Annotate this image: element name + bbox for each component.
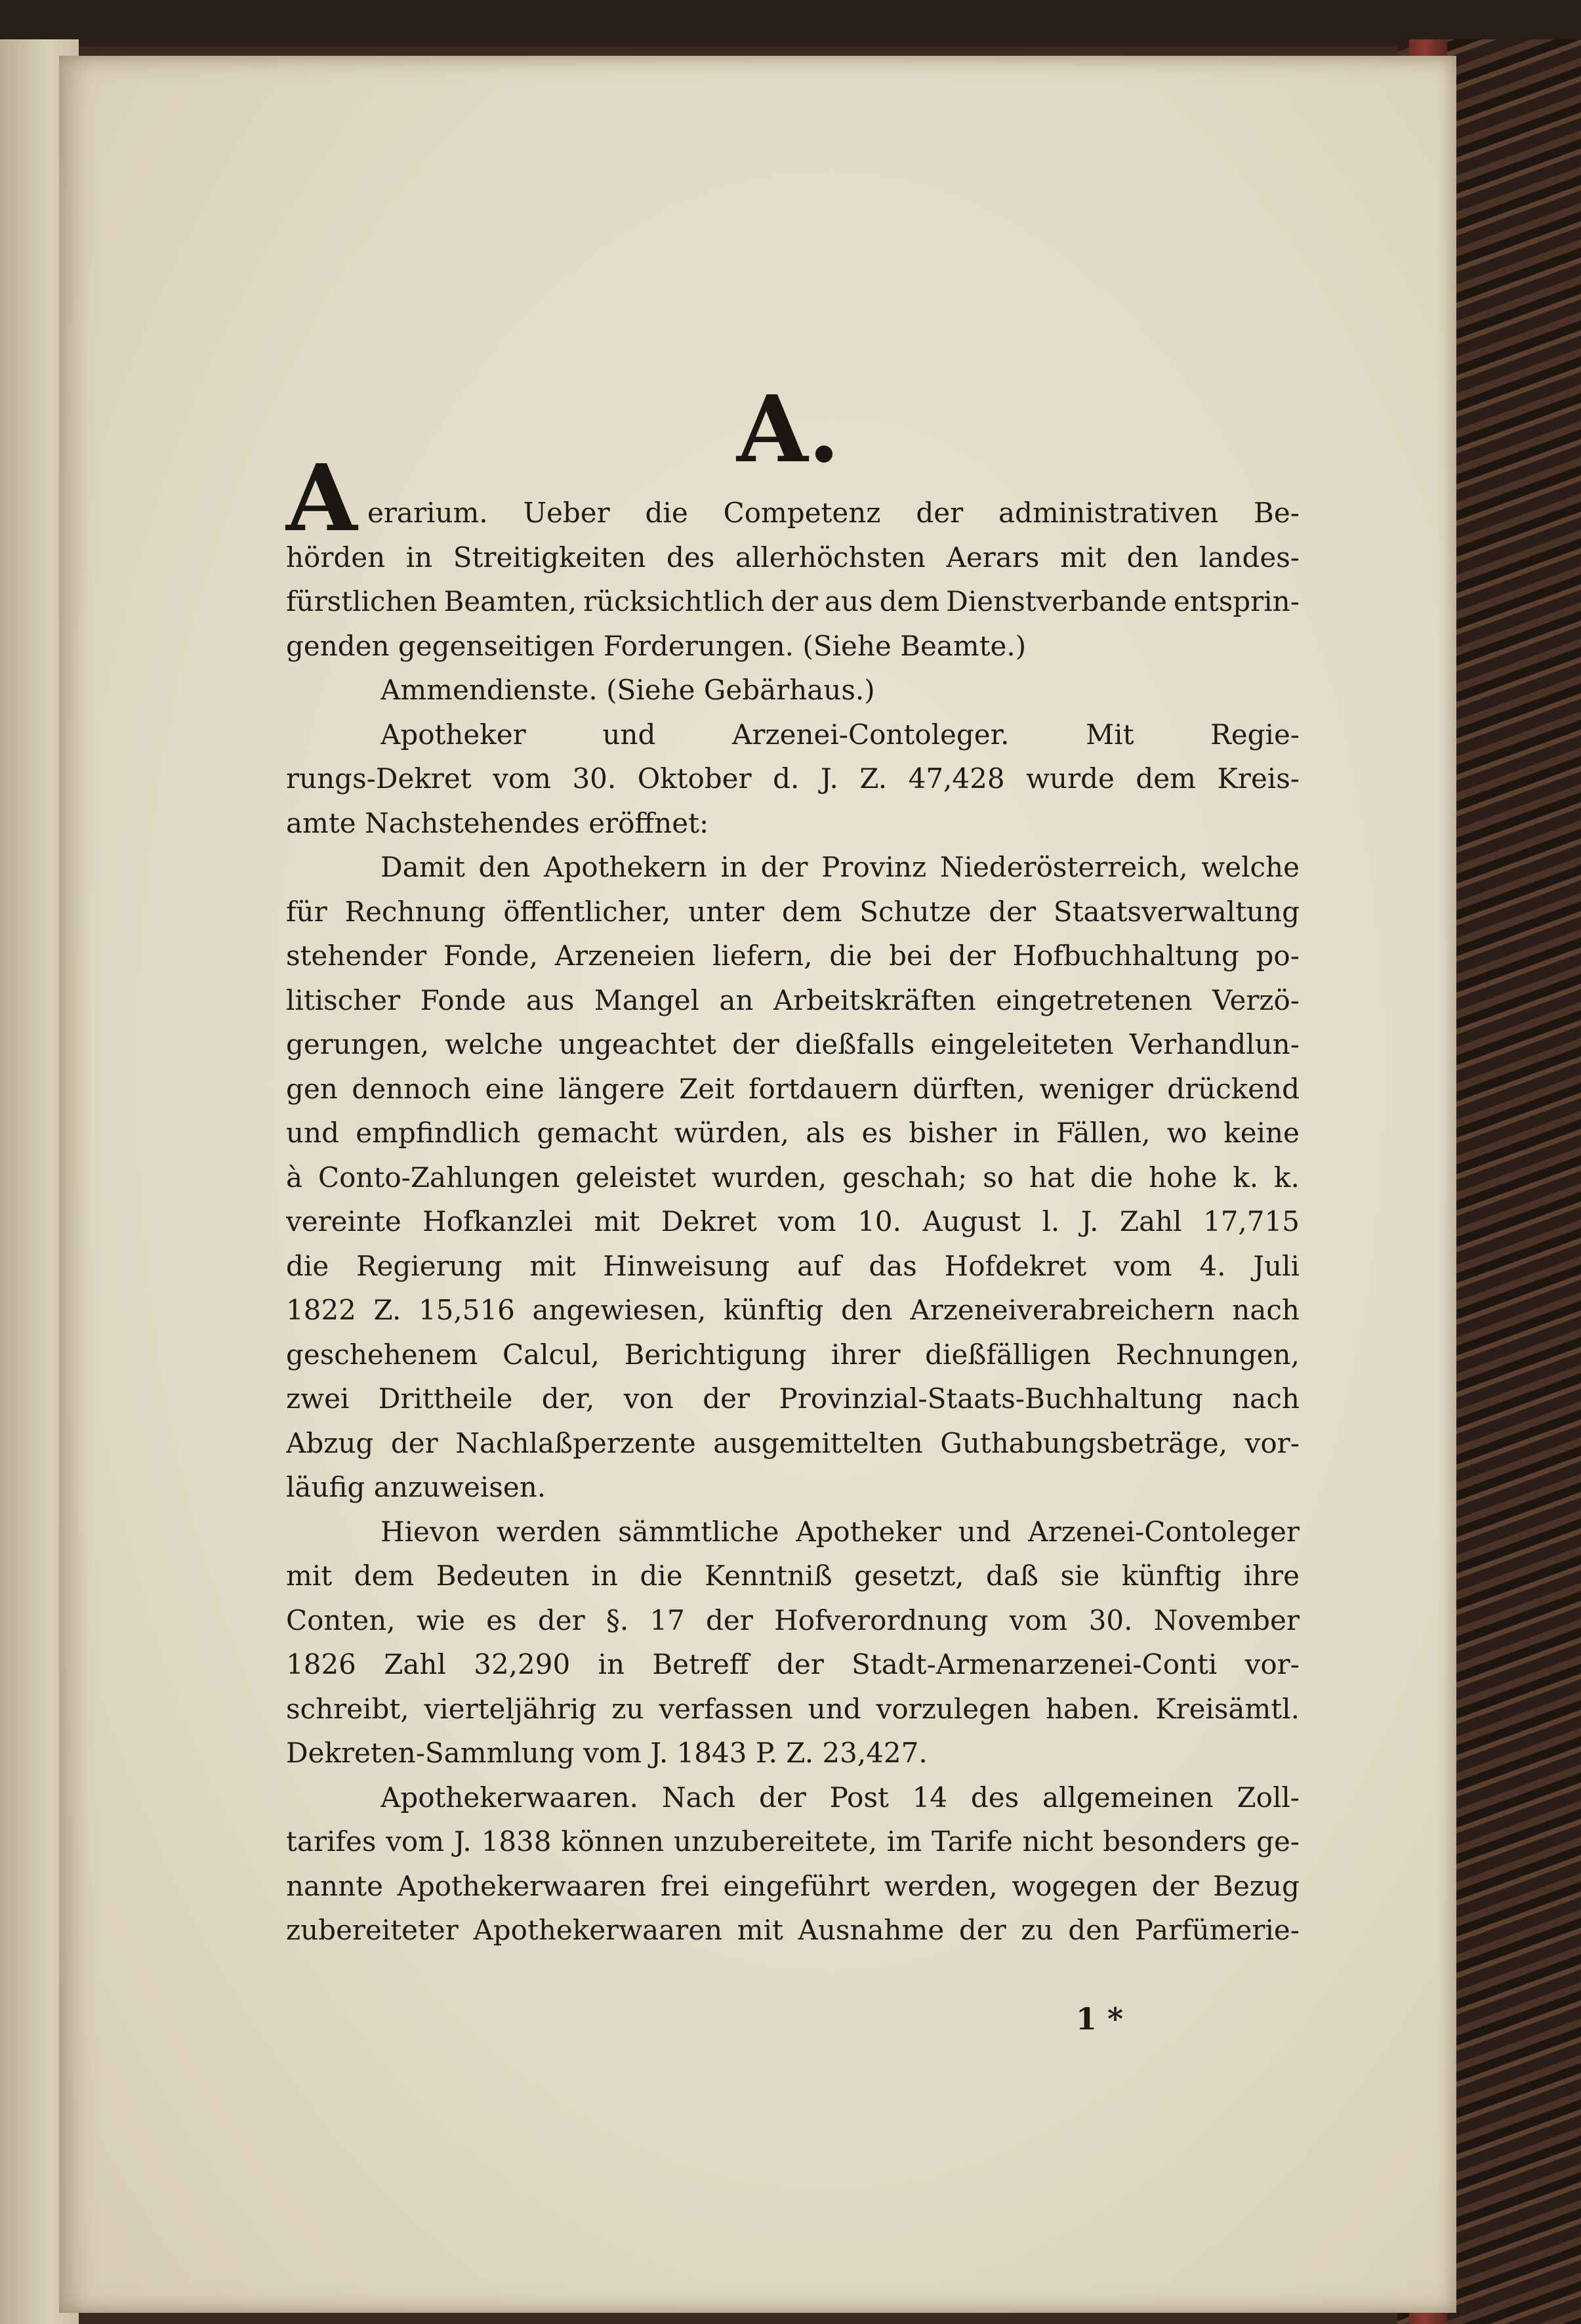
- text-line: Dekreten-Sammlung vom J. 1843 P. Z. 23,427.: [286, 1737, 928, 1769]
- text-line: läufig anzuweisen.: [286, 1471, 546, 1503]
- text-line: 1822 Z. 15,516 angewiesen, künftig den Arzeneiverabreichern nach: [286, 1294, 1300, 1326]
- text-line: zubereiteter Apothekerwaaren mit Ausnahme der zu den Parfümerie-: [286, 1914, 1300, 1946]
- text-line: litischer Fonde aus Mangel an Arbeitskräften eingetretenen Verzö-: [286, 984, 1300, 1016]
- text-line: rungs-Dekret vom 30. Oktober d. J. Z. 47,428 wurde dem Kreis-: [286, 762, 1300, 795]
- text-line: stehender Fonde, Arzeneien liefern, die bei der Hofbuchhaltung po-: [286, 940, 1300, 972]
- text-line: hörden in Streitigkeiten des allerhöchsten Aerars mit den landes-: [286, 541, 1300, 573]
- text-line: gerungen, welche ungeachtet der dießfalls eingeleiteten Verhandlun-: [286, 1028, 1300, 1060]
- text-line: Apothekerwaaren. Nach der Post 14 des allgemeinen Zoll-: [380, 1781, 1300, 1814]
- text-line: Abzug der Nachlaßperzente ausgemittelten Guthabungsbeträge, vor-: [286, 1426, 1300, 1459]
- text-line: die Regierung mit Hinweisung auf das Hofdekret vom 4. Juli: [286, 1249, 1300, 1282]
- background-dark: [0, 0, 1581, 46]
- text-line: vereinte Hofkanzlei mit Dekret vom 10. August l. J. Zahl 17,715: [286, 1205, 1300, 1237]
- text-line: Hievon werden sämmtliche Apotheker und Arzenei-Contoleger: [380, 1515, 1300, 1548]
- text-line: und empfindlich gemacht würden, als es bisher in Fällen, wo keine: [286, 1117, 1300, 1149]
- text-line: Conten, wie es der §. 17 der Hofverordnung vom 30. November: [286, 1604, 1300, 1636]
- text-line: fürstlichen Beamten, rücksichtlich der aus dem Dienstverbande entsprin-: [286, 585, 1300, 617]
- text-line: tarifes vom J. 1838 können unzubereitete, im Tarife nicht besonders ge-: [286, 1825, 1300, 1857]
- text-line: genden gegenseitigen Forderungen. (Siehe Beamte.): [286, 629, 1027, 662]
- drop-initial: A: [286, 445, 358, 552]
- text-line: nannte Apothekerwaaren frei eingeführt werden, wogegen der Bezug: [286, 1869, 1300, 1902]
- text-line: geschehenem Calcul, Berichtigung ihrer dießfälligen Rechnungen,: [286, 1338, 1300, 1371]
- signature-mark: 1 *: [1076, 2001, 1124, 2037]
- text-line: 1826 Zahl 32,290 in Betreff der Stadt-Armenarzenei-Conti vor-: [286, 1648, 1300, 1680]
- text-line: Damit den Apothekern in der Provinz Niederösterreich, welche: [380, 851, 1300, 883]
- section-heading: A.: [737, 376, 840, 484]
- text-line: schreibt, vierteljährig zu verfassen und vorzulegen haben. Kreisämtl.: [286, 1692, 1300, 1725]
- text-line: gen dennoch eine längere Zeit fortdauern dürften, weniger drückend: [286, 1072, 1300, 1105]
- text-line: erarium. Ueber die Competenz der administrativen Be-: [367, 497, 1300, 529]
- text-line: Ammendienste. (Siehe Gebärhaus.): [380, 674, 875, 706]
- text-line: zwei Drittheile der, von der Provinzial-Staats-Buchhaltung nach: [286, 1382, 1300, 1415]
- text-line: Apotheker und Arzenei-Contoleger. Mit Regie-: [380, 718, 1300, 751]
- text-line: für Rechnung öffentlicher, unter dem Schutze der Staatsverwaltung: [286, 895, 1300, 928]
- text-line: à Conto-Zahlungen geleistet wurden, geschah; so hat die hohe k. k.: [286, 1161, 1300, 1193]
- text-line: mit dem Bedeuten in die Kenntniß gesetzt, daß sie künftig ihre: [286, 1560, 1300, 1592]
- text-line: amte Nachstehendes eröffnet:: [286, 806, 709, 839]
